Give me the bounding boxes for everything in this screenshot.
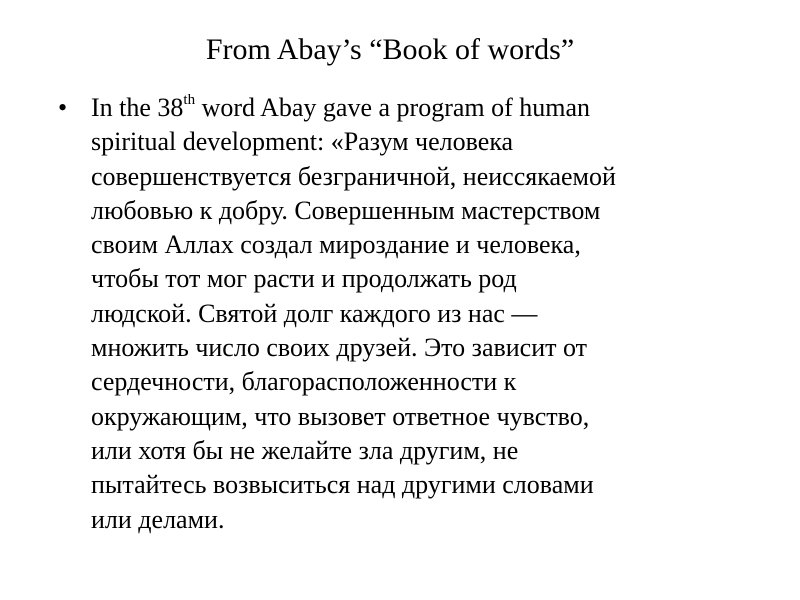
bullet-line: людской. Святой долг каждого из нас — — [91, 298, 538, 328]
bullet-line: сердечности, благорасположенности к — [91, 367, 517, 397]
bullet-marker: • — [58, 93, 68, 122]
bullet-item — [58, 91, 698, 537]
bullet-line: любовью к добру. Совершенным мастерством — [91, 195, 601, 225]
bullet-line: или хотя бы не желайте зла другим, не — [91, 435, 519, 465]
ordinal-suffix: th — [183, 92, 196, 108]
bullet-line: или делами. — [91, 504, 225, 534]
bullet-line: своим Аллах создал мироздание и человека, — [91, 230, 581, 260]
bullet-line-1 — [91, 91, 698, 125]
bullet-line: spiritual development: «Разум человека — [91, 127, 514, 157]
bullet-line: окружающим, что вызовет ответное чувство, — [91, 401, 590, 431]
bullet-line: пытайтесь возвыситься над другими словами — [91, 470, 594, 500]
bullet-line-1-start: In the 38 — [91, 93, 184, 122]
bullet-line: чтобы тот мог расти и продолжать род — [91, 264, 517, 294]
bullet-line: совершенствуется безграничной, неиссякаемой — [91, 161, 616, 191]
bullet-line-1-end: word Abay gave a program of human — [195, 93, 591, 122]
bullet-text — [91, 91, 698, 537]
bullet-line: множить число своих друзей. Это зависит от — [91, 333, 588, 363]
slide-title: From Abay’s “Book of words” — [205, 33, 575, 66]
